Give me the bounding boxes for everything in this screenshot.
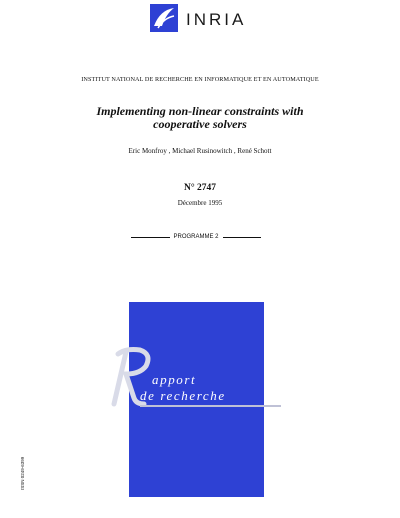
report-title: [50, 105, 350, 131]
report-date: Décembre 1995: [177, 199, 223, 207]
rapport-text: apport: [152, 372, 197, 387]
programme: [131, 232, 261, 242]
institute-name: INSTITUT NATIONAL DE RECHERCHE EN INFORMATIQUE ET EN AUTOMATIQUE: [81, 76, 319, 83]
recherche-text: de recherche: [140, 388, 226, 403]
title-line-2: cooperative solvers: [153, 117, 247, 131]
programme-rule-left: [131, 237, 170, 238]
report-number: N° 2747: [183, 183, 217, 193]
authors: Eric Monfroy , Michael Rusinowitch , René Schott: [128, 147, 272, 155]
logo-text: INRIA: [186, 10, 247, 29]
programme-label: PROGRAMME 2: [173, 234, 219, 240]
inria-logo: [150, 4, 290, 34]
issn: ISSN 0249-6399: [20, 456, 25, 490]
inria-mark-icon: [150, 4, 178, 32]
title-line-1: Implementing non-linear constraints with: [96, 104, 304, 118]
programme-rule-right: [223, 237, 262, 238]
cover-underline: [140, 405, 281, 407]
